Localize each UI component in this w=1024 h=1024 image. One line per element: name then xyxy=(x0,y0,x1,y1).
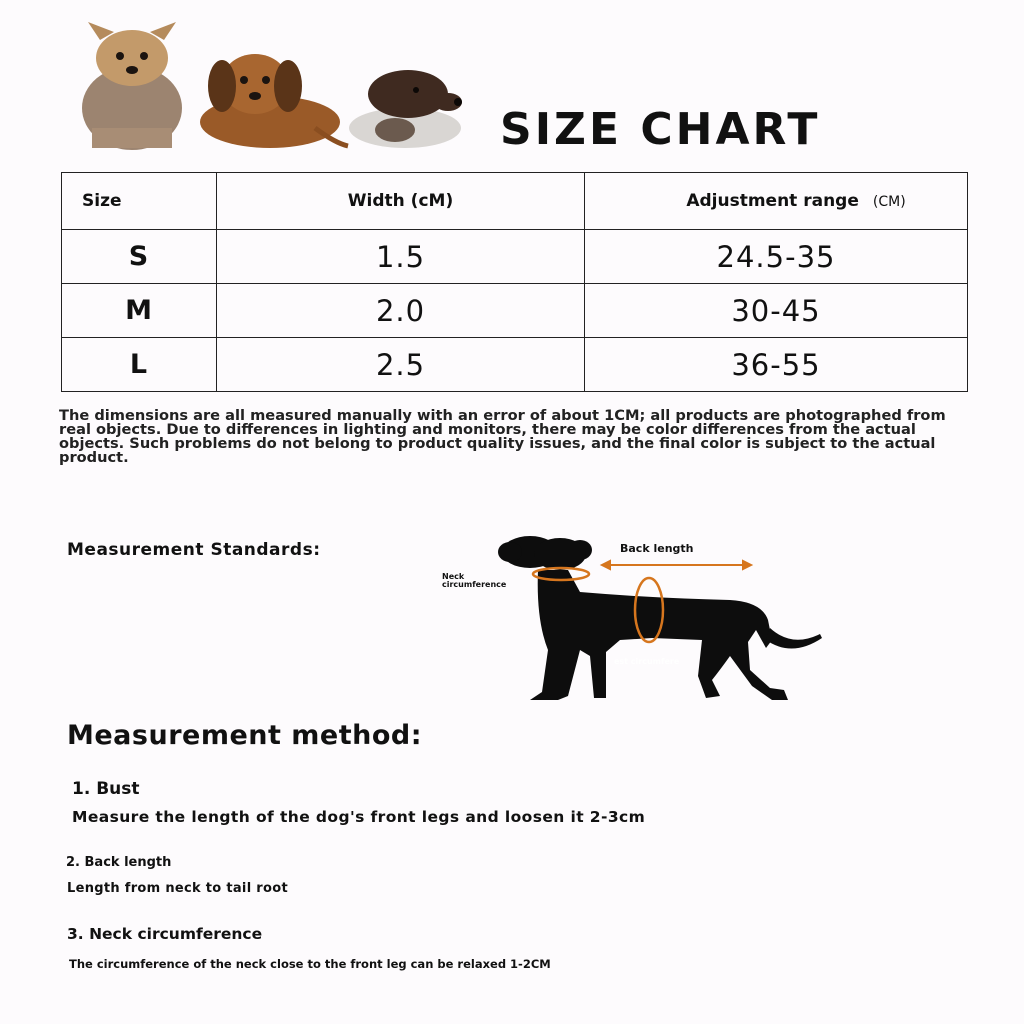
width-cell: 2.0 xyxy=(217,284,585,338)
header-width-label: Width (cM) xyxy=(347,191,454,211)
range-cell: 30-45 xyxy=(585,284,968,338)
step-3-heading: 3. Neck circumference xyxy=(67,925,263,943)
dog-measurement-diagram xyxy=(430,530,840,710)
back-length-arrow xyxy=(602,561,751,569)
size-cell: L xyxy=(62,338,217,392)
header-adjustment xyxy=(585,173,968,230)
range-cell: 24.5-35 xyxy=(585,230,968,284)
method-title: Measurement method: xyxy=(67,720,423,751)
size-cell: M xyxy=(62,284,217,338)
neck-label-line2: circumference xyxy=(442,580,507,589)
size-cell: S xyxy=(62,230,217,284)
yorkie-dog-image xyxy=(82,22,182,150)
range-cell: 36-55 xyxy=(585,338,968,392)
step-1-text: Measure the length of the dog's front legs and loosen it 2-3cm xyxy=(72,808,646,826)
step-3-text: The circumference of the neck close to the front leg can be relaxed 1-2CM xyxy=(69,957,551,971)
back-length-label: Back length xyxy=(620,542,694,555)
header-size-label: Size xyxy=(82,191,122,211)
neck-label-line1: Neck xyxy=(442,572,465,581)
dachshund-dog-image xyxy=(200,54,348,148)
page-title: SIZE CHART xyxy=(500,104,821,155)
measurement-standards-heading: Measurement Standards: xyxy=(67,540,321,560)
chest-label: est circumfere xyxy=(614,657,680,666)
spaniel-dog-image xyxy=(349,70,462,148)
table-row xyxy=(62,338,968,392)
width-cell: 2.5 xyxy=(217,338,585,392)
header-adjustment-unit: (CM) xyxy=(872,194,906,210)
table-row xyxy=(62,284,968,338)
disclaimer-text: The dimensions are all measured manually with an error of about 1CM; all products are photographed from real objects. Due to differences in lighting and monitors, there may be color differences from the actual objects. Such problems do not belong to product quality issues, and the final color is subject to the actual product. xyxy=(59,407,946,466)
step-1-heading: 1. Bust xyxy=(72,779,140,799)
width-cell: 1.5 xyxy=(217,230,585,284)
dogs-photo xyxy=(70,18,470,153)
header-width xyxy=(217,173,585,230)
step-2-text: Length from neck to tail root xyxy=(67,881,288,896)
table-row xyxy=(62,230,968,284)
step-2-heading: 2. Back length xyxy=(66,855,172,870)
header-size xyxy=(62,173,217,230)
table-header-row xyxy=(62,173,968,230)
header-adjustment-label: Adjustment range xyxy=(686,191,859,211)
size-table xyxy=(61,172,968,392)
dog-silhouette xyxy=(498,536,822,700)
